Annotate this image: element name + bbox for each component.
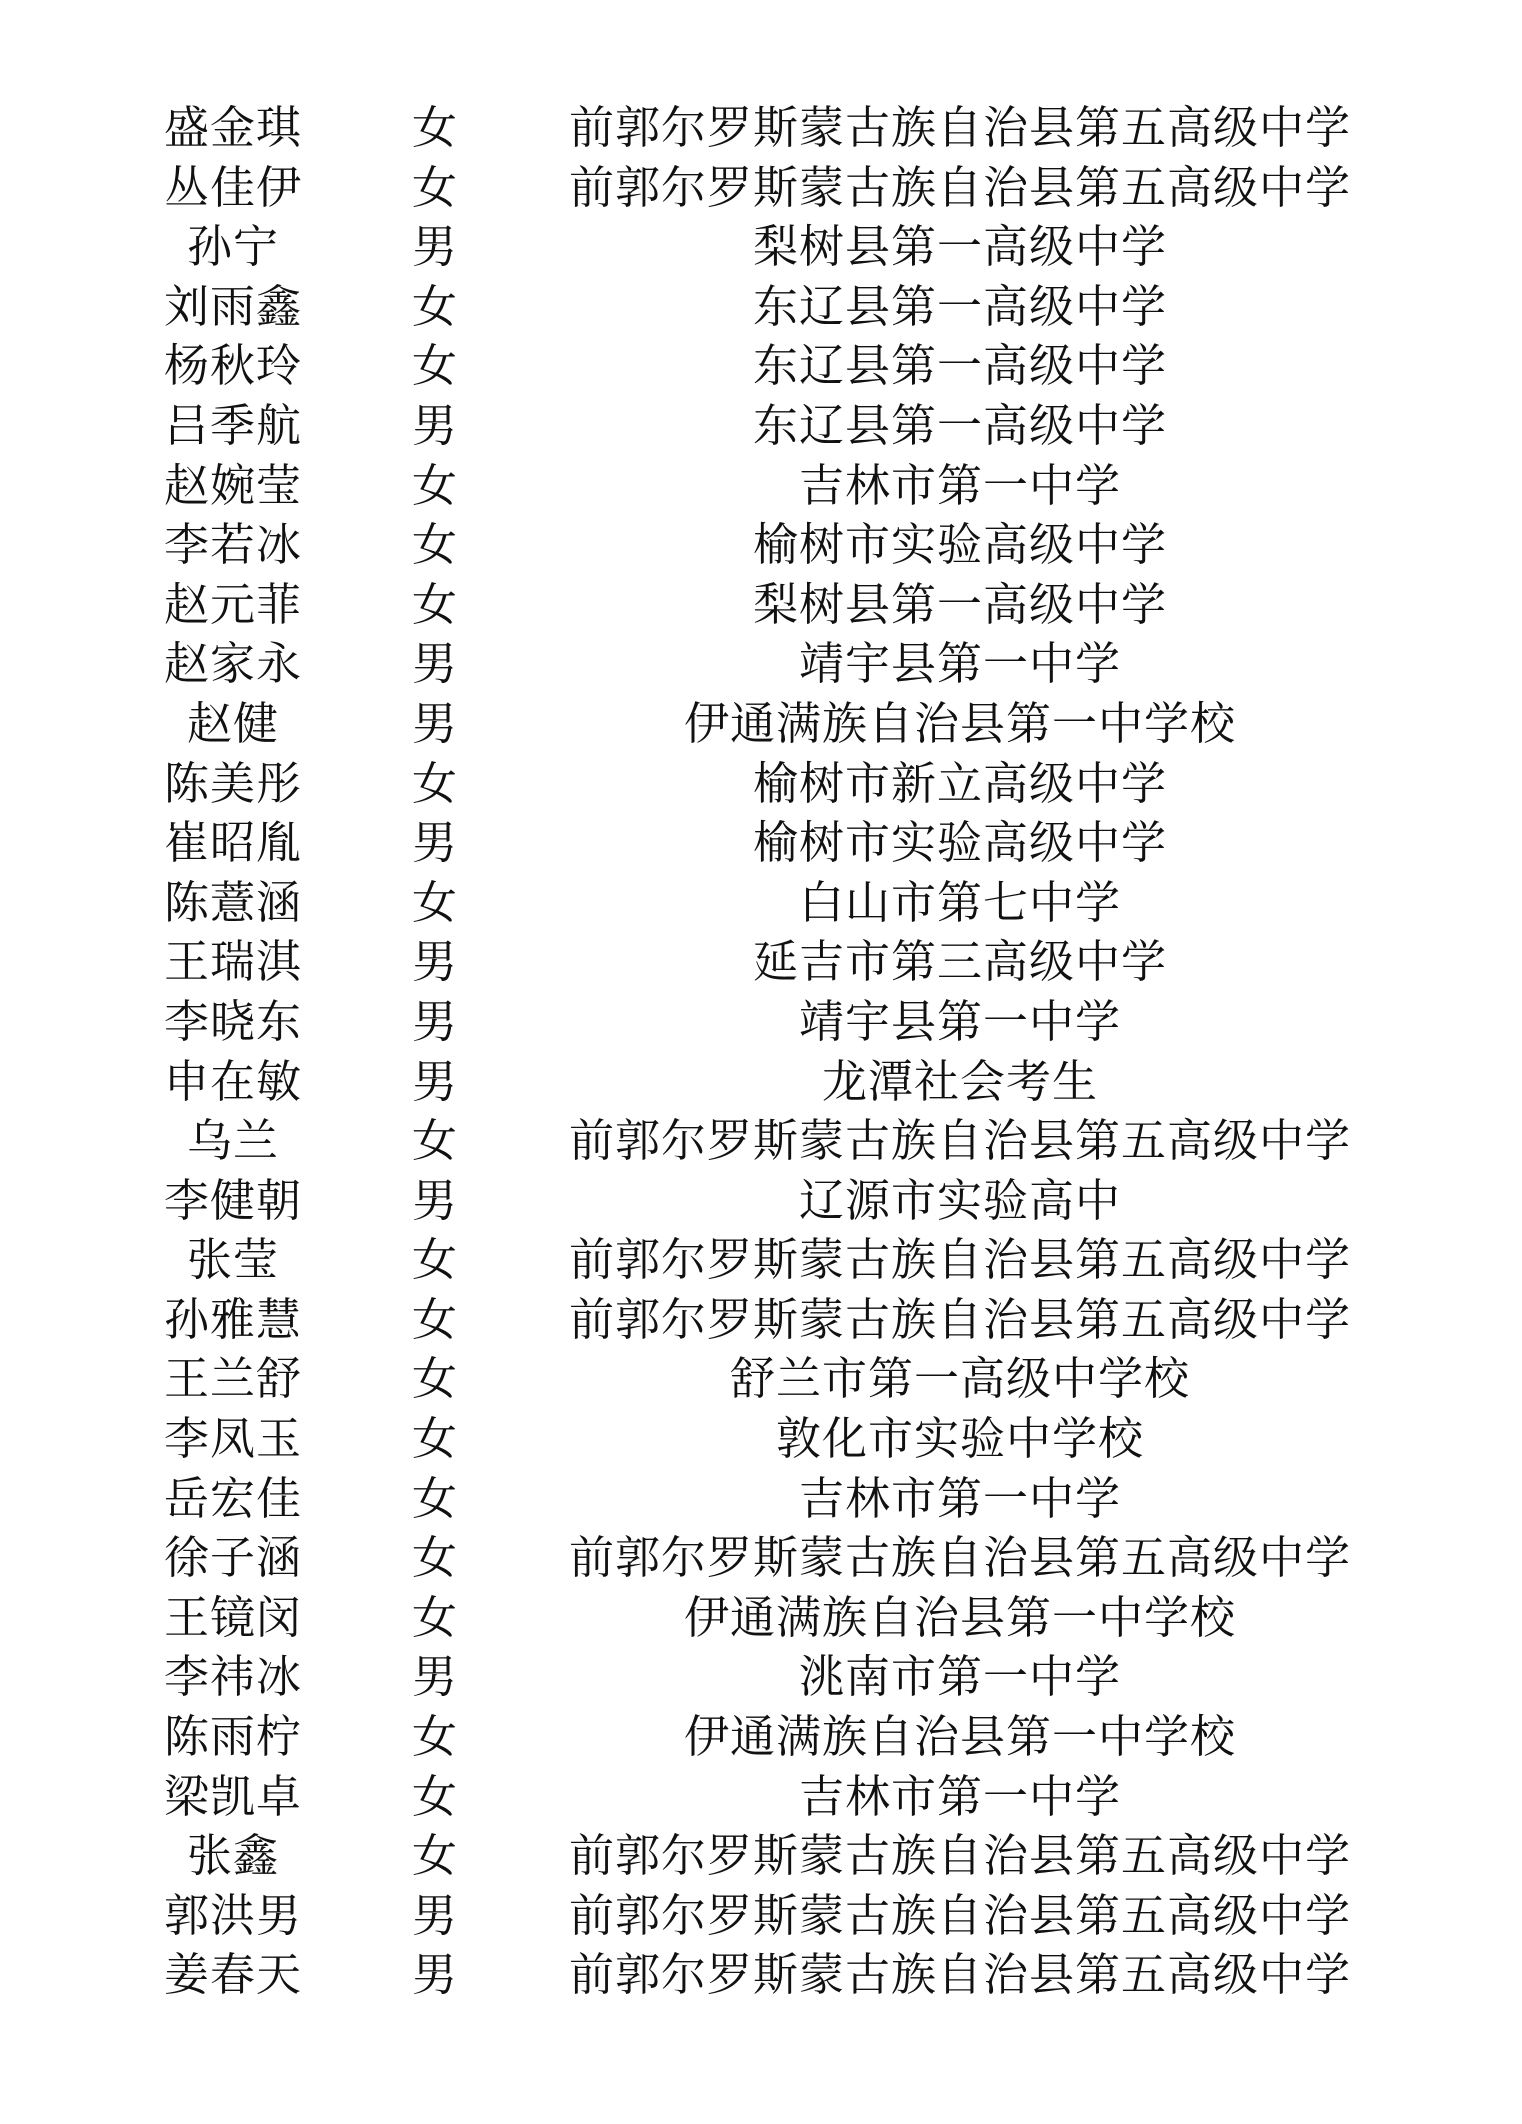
student-name: 赵家永: [163, 637, 302, 691]
student-name: 李晓东: [163, 994, 302, 1048]
student-gender: 女: [411, 1233, 458, 1287]
table-row: [0, 1945, 1522, 2005]
student-school: 梨树县第一高级中学: [752, 220, 1167, 274]
student-school: 前郭尔罗斯蒙古族自治县第五高级中学: [568, 1292, 1351, 1346]
student-name: 陈美彤: [163, 756, 302, 810]
table-row: [0, 932, 1522, 992]
table-row: [0, 1767, 1522, 1827]
table-row: [0, 336, 1522, 396]
table-row: [0, 873, 1522, 933]
student-school: 白山市第七中学: [798, 875, 1121, 929]
student-gender: 男: [411, 1888, 458, 1942]
table-row: [0, 1647, 1522, 1707]
student-school: 东辽县第一高级中学: [752, 398, 1167, 452]
student-gender: 女: [411, 518, 458, 572]
student-name: 张鑫: [186, 1829, 279, 1883]
student-gender: 男: [411, 220, 458, 274]
student-name: 李健朝: [163, 1173, 302, 1227]
student-name: 孙雅慧: [163, 1292, 302, 1346]
student-school: 前郭尔罗斯蒙古族自治县第五高级中学: [568, 1233, 1351, 1287]
student-school: 前郭尔罗斯蒙古族自治县第五高级中学: [568, 1114, 1351, 1168]
student-school: 梨树县第一高级中学: [752, 577, 1167, 631]
table-row: [0, 1349, 1522, 1409]
student-name: 王瑞淇: [163, 935, 302, 989]
student-school: 吉林市第一中学: [798, 458, 1121, 512]
table-row: [0, 1171, 1522, 1231]
student-gender: 女: [411, 1829, 458, 1883]
student-name: 王兰舒: [163, 1352, 302, 1406]
student-gender: 男: [411, 994, 458, 1048]
student-school: 吉林市第一中学: [798, 1769, 1121, 1823]
table-row: [0, 277, 1522, 337]
table-row: [0, 1290, 1522, 1350]
student-school: 舒兰市第一高级中学校: [729, 1352, 1190, 1406]
table-row: [0, 1707, 1522, 1767]
student-school: 靖宇县第一中学: [798, 994, 1121, 1048]
student-gender: 女: [411, 339, 458, 393]
table-row: [0, 515, 1522, 575]
student-school: 榆树市实验高级中学: [752, 816, 1167, 870]
student-gender: 男: [411, 1054, 458, 1108]
table-row: [0, 694, 1522, 754]
student-gender: 男: [411, 637, 458, 691]
table-row: [0, 634, 1522, 694]
student-gender: 女: [411, 1471, 458, 1525]
student-name: 郭洪男: [163, 1888, 302, 1942]
student-school: 榆树市新立高级中学: [752, 756, 1167, 810]
student-name: 李祎冰: [163, 1650, 302, 1704]
student-gender: 女: [411, 101, 458, 154]
student-name: 杨秋玲: [163, 339, 302, 393]
student-gender: 女: [411, 1531, 458, 1585]
student-school: 靖宇县第一中学: [798, 637, 1121, 691]
student-gender: 男: [411, 1650, 458, 1704]
student-name: 岳宏佳: [163, 1471, 302, 1525]
student-gender: 女: [411, 1114, 458, 1168]
student-gender: 男: [411, 696, 458, 750]
student-name: 盛金琪: [163, 101, 302, 154]
student-school: 前郭尔罗斯蒙古族自治县第五高级中学: [568, 1888, 1351, 1942]
student-gender: 女: [411, 279, 458, 333]
table-row: [0, 98, 1522, 158]
student-school: 吉林市第一中学: [798, 1471, 1121, 1525]
student-name: 赵健: [186, 696, 279, 750]
student-name: 梁凯卓: [163, 1769, 302, 1823]
table-row: [0, 158, 1522, 218]
student-name: 姜春天: [163, 1948, 302, 2002]
table-row: [0, 1111, 1522, 1171]
student-name: 李若冰: [163, 518, 302, 572]
student-gender: 女: [411, 756, 458, 810]
table-row: [0, 1826, 1522, 1886]
student-name: 乌兰: [186, 1114, 279, 1168]
student-school: 榆树市实验高级中学: [752, 518, 1167, 572]
student-gender: 男: [411, 398, 458, 452]
student-school: 龙潭社会考生: [821, 1054, 1098, 1108]
table-row: [0, 1230, 1522, 1290]
student-gender: 女: [411, 160, 458, 214]
table-row: [0, 992, 1522, 1052]
table-row: [0, 813, 1522, 873]
table-row: [0, 754, 1522, 814]
student-school: 前郭尔罗斯蒙古族自治县第五高级中学: [568, 1829, 1351, 1883]
table-row: [0, 1469, 1522, 1529]
table-row: [0, 1886, 1522, 1946]
student-gender: 女: [411, 1352, 458, 1406]
student-name: 赵元菲: [163, 577, 302, 631]
student-school: 伊通满族自治县第一中学校: [683, 1710, 1236, 1764]
student-school: 前郭尔罗斯蒙古族自治县第五高级中学: [568, 160, 1351, 214]
student-gender: 女: [411, 1769, 458, 1823]
student-name: 赵婉莹: [163, 458, 302, 512]
student-school: 前郭尔罗斯蒙古族自治县第五高级中学: [568, 101, 1351, 154]
student-school: 东辽县第一高级中学: [752, 339, 1167, 393]
student-name: 张莹: [186, 1233, 279, 1287]
student-school: 敦化市实验中学校: [775, 1412, 1144, 1466]
student-school: 延吉市第三高级中学: [752, 935, 1167, 989]
student-gender: 女: [411, 1412, 458, 1466]
student-name: 王镜闵: [163, 1590, 302, 1644]
student-gender: 男: [411, 1948, 458, 2002]
table-row: [0, 1409, 1522, 1469]
student-school: 前郭尔罗斯蒙古族自治县第五高级中学: [568, 1531, 1351, 1585]
table-row: [0, 575, 1522, 635]
student-name: 丛佳伊: [163, 160, 302, 214]
student-gender: 女: [411, 875, 458, 929]
student-school: 辽源市实验高中: [798, 1173, 1121, 1227]
student-gender: 男: [411, 816, 458, 870]
table-row: [0, 456, 1522, 516]
table-row: [0, 396, 1522, 456]
student-name: 陈雨柠: [163, 1710, 302, 1764]
student-gender: 男: [411, 1173, 458, 1227]
student-gender: 女: [411, 1710, 458, 1764]
student-name: 刘雨鑫: [163, 279, 302, 333]
student-name: 申在敏: [163, 1054, 302, 1108]
table-row: [0, 1528, 1522, 1588]
table-row: [0, 1052, 1522, 1112]
table-row: [0, 217, 1522, 277]
student-name: 吕季航: [163, 398, 302, 452]
student-name: 李凤玉: [163, 1412, 302, 1466]
student-name: 孙宁: [186, 220, 279, 274]
student-school: 洮南市第一中学: [798, 1650, 1121, 1704]
student-gender: 男: [411, 935, 458, 989]
student-gender: 女: [411, 1590, 458, 1644]
student-school: 伊通满族自治县第一中学校: [683, 1590, 1236, 1644]
student-school: 东辽县第一高级中学: [752, 279, 1167, 333]
student-name: 陈薏涵: [163, 875, 302, 929]
table-row: [0, 1588, 1522, 1648]
student-gender: 女: [411, 1292, 458, 1346]
student-school: 前郭尔罗斯蒙古族自治县第五高级中学: [568, 1948, 1351, 2002]
student-gender: 女: [411, 577, 458, 631]
student-name: 徐子涵: [163, 1531, 302, 1585]
student-gender: 女: [411, 458, 458, 512]
student-school: 伊通满族自治县第一中学校: [683, 696, 1236, 750]
student-name: 崔昭胤: [163, 816, 302, 870]
student-roster: [0, 98, 1522, 2005]
